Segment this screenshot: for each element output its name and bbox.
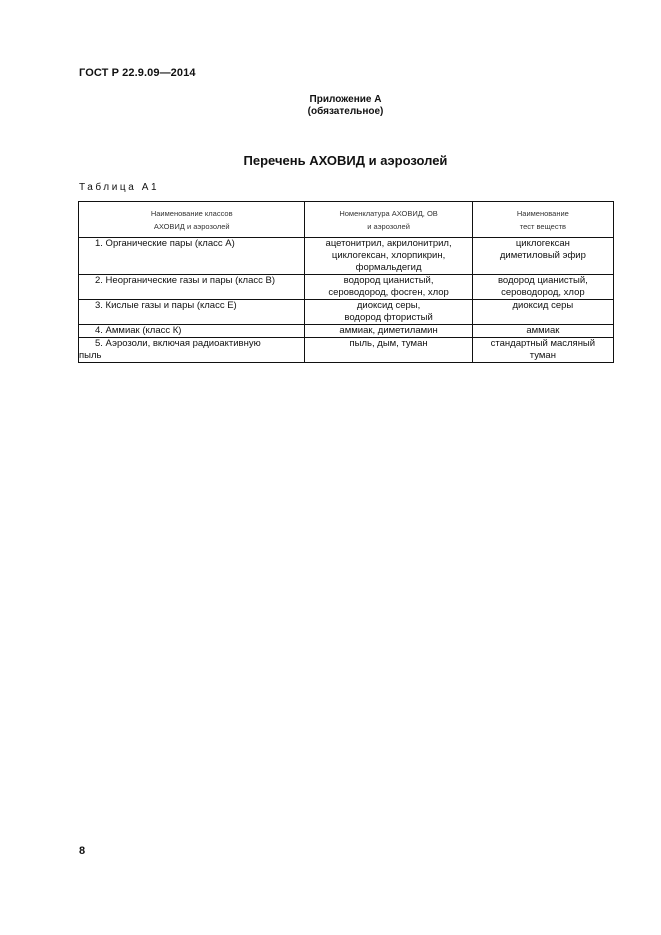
- class-name: 1. Органические пары (класс А): [95, 238, 235, 249]
- table-row: [79, 325, 614, 338]
- test-substance-cell: стандартный масляный туман: [472, 338, 613, 363]
- class-name: 3. Кислые газы и пары (класс Е): [95, 300, 237, 311]
- class-name: 4. Аммиак (класс К): [95, 325, 182, 336]
- nomenclature-cell: диоксид серы, водород фтористый: [305, 300, 472, 325]
- table-row: [79, 275, 614, 300]
- class-name-cell: [79, 275, 305, 300]
- nomenclature-cell: пыль, дым, туман: [305, 338, 472, 363]
- document-code: ГОСТ Р 22.9.09—2014: [79, 67, 196, 79]
- column-header-nomenclature: Номенклатура АХОВИД, ОВ и аэрозолей: [305, 202, 472, 238]
- table-row: [79, 238, 614, 275]
- table-row: [79, 338, 614, 363]
- class-name: 2. Неорганические газы и пары (класс В): [95, 275, 276, 286]
- table-label: Таблица А1: [79, 182, 160, 193]
- table-row: [79, 300, 614, 325]
- class-name-line-1: 5. Аэрозоли, включая радиоактивную: [95, 338, 261, 349]
- annex-title: Приложение А: [309, 94, 382, 105]
- annex-status: (обязательное): [307, 106, 384, 117]
- test-substance-cell: циклогексан диметиловый эфир: [472, 238, 613, 275]
- section-title: Перечень АХОВИД и аэрозолей: [243, 153, 448, 168]
- test-substance-cell: водород цианистый, сероводород, хлор: [472, 275, 613, 300]
- nomenclature-cell: ацетонитрил, акрилонитрил, циклогексан, хлорпикрин, формальдегид: [305, 238, 472, 275]
- column-header-test-substances: Наименование тест веществ: [472, 202, 613, 238]
- nomenclature-cell: аммиак, диметиламин: [305, 325, 472, 338]
- class-name-line-2: пыль: [79, 350, 102, 361]
- class-name-cell: [79, 238, 305, 275]
- test-substance-cell: аммиак: [472, 325, 613, 338]
- annex-heading: [0, 94, 661, 118]
- column-header-class-name: Наименование классов АХОВИД и аэрозолей: [79, 202, 305, 238]
- class-name-cell: [79, 325, 305, 338]
- table-header-row: [79, 202, 614, 238]
- class-name-cell: [79, 300, 305, 325]
- page-number: 8: [79, 845, 86, 857]
- substances-table: [78, 201, 614, 363]
- nomenclature-cell: водород цианистый, сероводород, фосген, хлор: [305, 275, 472, 300]
- class-name-cell: [79, 338, 305, 363]
- test-substance-cell: диоксид серы: [472, 300, 613, 325]
